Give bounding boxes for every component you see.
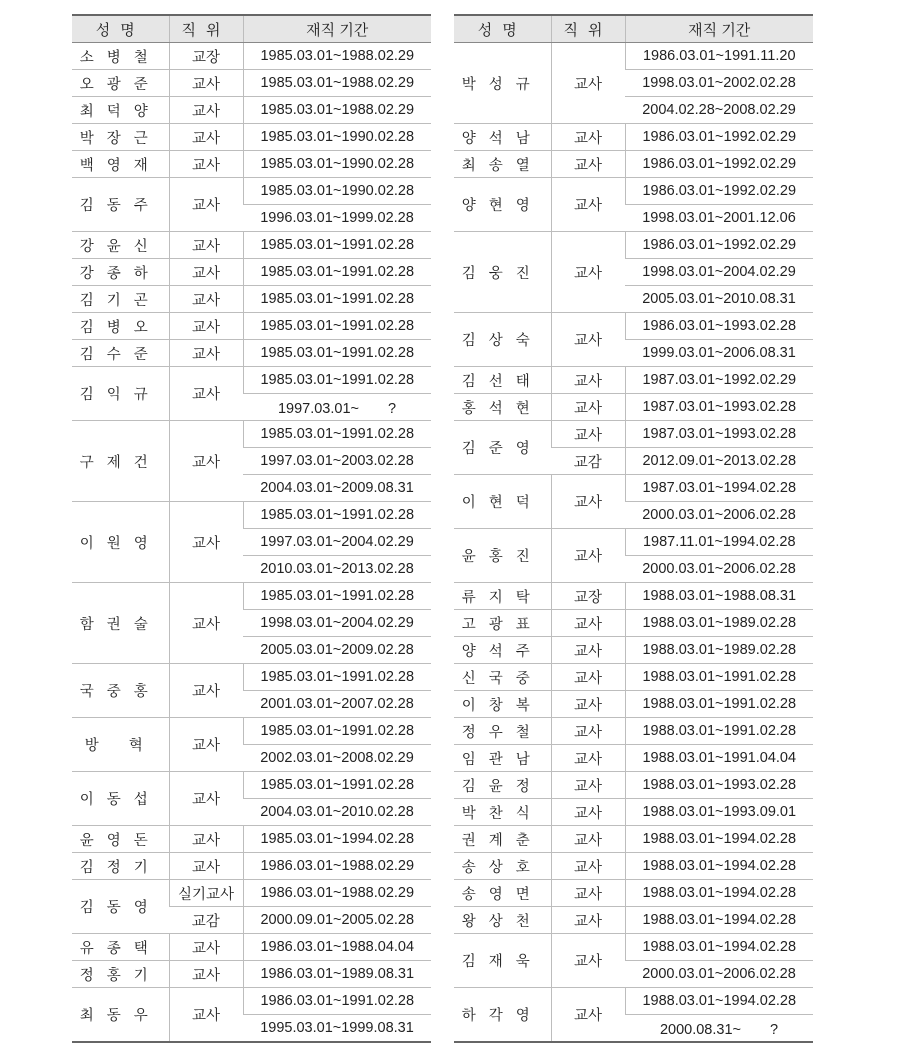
table-row — [454, 178, 813, 205]
staff-period: 1986.03.01~1992.02.29 — [625, 178, 813, 205]
staff-position: 교사 — [551, 610, 625, 637]
staff-period: 2012.09.01~2013.02.28 — [625, 448, 813, 475]
table-row — [72, 124, 431, 151]
staff-name: 백영재 — [72, 151, 169, 178]
staff-position: 교사 — [169, 421, 243, 502]
staff-period: 1988.03.01~1994.02.28 — [625, 826, 813, 853]
staff-period: 1988.03.01~1994.02.28 — [625, 853, 813, 880]
staff-period: 1998.03.01~2002.02.28 — [625, 70, 813, 97]
staff-name: 김병오 — [72, 313, 169, 340]
table-row — [454, 151, 813, 178]
staff-position: 교사 — [169, 259, 243, 286]
staff-period: 2004.02.28~2008.02.29 — [625, 97, 813, 124]
staff-period: 1985.03.01~1994.02.28 — [243, 826, 431, 853]
staff-position: 교감 — [169, 907, 243, 934]
staff-period: 2004.03.01~2009.08.31 — [243, 475, 431, 502]
header-position: 직위 — [169, 15, 243, 43]
staff-period: 1985.03.01~1988.02.29 — [243, 43, 431, 70]
staff-name: 류지탁 — [454, 583, 551, 610]
staff-name: 이동섭 — [72, 772, 169, 826]
staff-name: 신국중 — [454, 664, 551, 691]
staff-position: 교사 — [551, 664, 625, 691]
staff-period: 1987.11.01~1994.02.28 — [625, 529, 813, 556]
staff-position: 교사 — [551, 934, 625, 988]
staff-period: 2005.03.01~2009.02.28 — [243, 637, 431, 664]
table-row — [72, 421, 431, 448]
staff-position: 교사 — [169, 502, 243, 583]
staff-period: 1997.03.01~2003.02.28 — [243, 448, 431, 475]
staff-position: 교사 — [169, 367, 243, 421]
staff-position: 교사 — [551, 151, 625, 178]
table-row — [454, 43, 813, 70]
staff-period: 1986.03.01~1988.04.04 — [243, 934, 431, 961]
staff-period: 1988.03.01~1991.02.28 — [625, 718, 813, 745]
staff-period: 1986.03.01~1991.02.28 — [243, 988, 431, 1015]
staff-name: 이현덕 — [454, 475, 551, 529]
table-row — [72, 664, 431, 691]
staff-name: 김선태 — [454, 367, 551, 394]
table-row — [72, 583, 431, 610]
staff-period: 1985.03.01~1991.02.28 — [243, 583, 431, 610]
staff-period: 1985.03.01~1990.02.28 — [243, 178, 431, 205]
staff-name: 양석주 — [454, 637, 551, 664]
header-period: 재직 기간 — [243, 15, 431, 43]
staff-period: 2000.03.01~2006.02.28 — [625, 502, 813, 529]
staff-name: 김익규 — [72, 367, 169, 421]
staff-name: 방 혁 — [72, 718, 169, 772]
staff-name: 송상호 — [454, 853, 551, 880]
staff-name: 왕상천 — [454, 907, 551, 934]
table-row — [72, 313, 431, 340]
staff-position: 교사 — [551, 772, 625, 799]
staff-name: 김상숙 — [454, 313, 551, 367]
table-row — [454, 232, 813, 259]
staff-position: 교사 — [169, 124, 243, 151]
table-row — [72, 97, 431, 124]
staff-name: 강종하 — [72, 259, 169, 286]
staff-name: 고광표 — [454, 610, 551, 637]
table-row — [454, 934, 813, 961]
staff-period: 1988.03.01~1993.02.28 — [625, 772, 813, 799]
table-row — [454, 475, 813, 502]
staff-position: 교사 — [551, 394, 625, 421]
table-row — [454, 718, 813, 745]
staff-period: 1986.03.01~1989.08.31 — [243, 961, 431, 988]
staff-name: 김동주 — [72, 178, 169, 232]
staff-period: 1985.03.01~1988.02.29 — [243, 97, 431, 124]
staff-name: 양현영 — [454, 178, 551, 232]
staff-position: 교사 — [169, 988, 243, 1043]
table-row — [72, 43, 431, 70]
staff-name: 함권술 — [72, 583, 169, 664]
staff-period: 1995.03.01~1999.08.31 — [243, 1015, 431, 1043]
staff-position: 교사 — [169, 97, 243, 124]
staff-period: 1988.03.01~1994.02.28 — [625, 988, 813, 1015]
staff-position: 교사 — [169, 583, 243, 664]
table-row — [454, 880, 813, 907]
staff-position: 교사 — [551, 799, 625, 826]
table-row — [454, 772, 813, 799]
staff-position: 교사 — [169, 340, 243, 367]
staff-period: 2000.03.01~2006.02.28 — [625, 556, 813, 583]
table-row — [454, 313, 813, 340]
staff-period: 1985.03.01~1991.02.28 — [243, 772, 431, 799]
staff-period: 1998.03.01~2001.12.06 — [625, 205, 813, 232]
table-row — [454, 421, 813, 448]
staff-position: 교사 — [551, 853, 625, 880]
staff-period: 1985.03.01~1991.02.28 — [243, 313, 431, 340]
staff-period: 1986.03.01~1991.11.20 — [625, 43, 813, 70]
staff-name: 국중홍 — [72, 664, 169, 718]
staff-name: 김재욱 — [454, 934, 551, 988]
staff-period: 2002.03.01~2008.02.29 — [243, 745, 431, 772]
staff-period: 1986.03.01~1992.02.29 — [625, 151, 813, 178]
staff-name: 이원영 — [72, 502, 169, 583]
staff-position: 교장 — [169, 43, 243, 70]
staff-name: 윤홍진 — [454, 529, 551, 583]
staff-period: 1997.03.01~ ? — [243, 394, 431, 421]
staff-position: 교사 — [551, 178, 625, 232]
staff-period: 1985.03.01~1991.02.28 — [243, 502, 431, 529]
staff-name: 소병철 — [72, 43, 169, 70]
staff-period: 1988.03.01~1989.02.28 — [625, 610, 813, 637]
table-row — [454, 907, 813, 934]
staff-period: 1985.03.01~1991.02.28 — [243, 340, 431, 367]
staff-position: 교사 — [169, 772, 243, 826]
staff-name: 김윤정 — [454, 772, 551, 799]
table-row — [72, 961, 431, 988]
staff-position: 교감 — [551, 448, 625, 475]
staff-table-left — [72, 14, 431, 1043]
staff-position: 교사 — [169, 664, 243, 718]
staff-name: 최송열 — [454, 151, 551, 178]
header-name: 성명 — [454, 15, 551, 43]
table-row — [72, 988, 431, 1015]
staff-name: 오광준 — [72, 70, 169, 97]
table-row — [454, 529, 813, 556]
staff-position: 교사 — [169, 826, 243, 853]
staff-name: 윤영돈 — [72, 826, 169, 853]
staff-period: 1997.03.01~2004.02.29 — [243, 529, 431, 556]
staff-name: 권계춘 — [454, 826, 551, 853]
staff-name: 박성규 — [454, 43, 551, 124]
staff-position: 교사 — [169, 151, 243, 178]
staff-position: 교사 — [551, 988, 625, 1043]
staff-position: 교사 — [169, 853, 243, 880]
table-row — [72, 880, 431, 907]
staff-period: 2004.03.01~2010.02.28 — [243, 799, 431, 826]
table-row — [454, 367, 813, 394]
staff-position: 교사 — [169, 232, 243, 259]
table-row — [454, 583, 813, 610]
staff-period: 1985.03.01~1990.02.28 — [243, 151, 431, 178]
staff-position: 교사 — [551, 637, 625, 664]
staff-name: 강윤신 — [72, 232, 169, 259]
staff-name: 박찬식 — [454, 799, 551, 826]
staff-period: 1998.03.01~2004.02.29 — [625, 259, 813, 286]
staff-name: 정홍기 — [72, 961, 169, 988]
header-name: 성명 — [72, 15, 169, 43]
staff-period: 1988.03.01~1994.02.28 — [625, 880, 813, 907]
staff-period: 1986.03.01~1988.02.29 — [243, 880, 431, 907]
staff-name: 김동영 — [72, 880, 169, 934]
staff-period: 1985.03.01~1991.02.28 — [243, 718, 431, 745]
staff-position: 교사 — [169, 961, 243, 988]
staff-position: 교사 — [551, 691, 625, 718]
staff-period: 1986.03.01~1992.02.29 — [625, 232, 813, 259]
staff-period: 1988.03.01~1994.02.28 — [625, 907, 813, 934]
staff-period: 1986.03.01~1988.02.29 — [243, 853, 431, 880]
header-row — [72, 15, 431, 43]
staff-position: 교사 — [551, 745, 625, 772]
staff-period: 2005.03.01~2010.08.31 — [625, 286, 813, 313]
staff-position: 교사 — [551, 232, 625, 313]
staff-period: 2000.03.01~2006.02.28 — [625, 961, 813, 988]
staff-period: 1986.03.01~1992.02.29 — [625, 124, 813, 151]
staff-position: 교사 — [551, 475, 625, 529]
staff-name: 임관남 — [454, 745, 551, 772]
staff-period: 1988.03.01~1991.02.28 — [625, 691, 813, 718]
staff-period: 1985.03.01~1991.02.28 — [243, 286, 431, 313]
staff-name: 김수준 — [72, 340, 169, 367]
table-row — [454, 799, 813, 826]
staff-position: 실기교사 — [169, 880, 243, 907]
staff-name: 김기곤 — [72, 286, 169, 313]
staff-position: 교사 — [169, 70, 243, 97]
table-row — [454, 664, 813, 691]
table-row — [72, 718, 431, 745]
table-row — [454, 394, 813, 421]
staff-period: 1999.03.01~2006.08.31 — [625, 340, 813, 367]
staff-period: 1986.03.01~1993.02.28 — [625, 313, 813, 340]
staff-period: 1988.03.01~1991.02.28 — [625, 664, 813, 691]
staff-period: 1988.03.01~1991.04.04 — [625, 745, 813, 772]
staff-period: 1987.03.01~1992.02.29 — [625, 367, 813, 394]
staff-name: 유종택 — [72, 934, 169, 961]
staff-name: 최덕양 — [72, 97, 169, 124]
table-row — [72, 853, 431, 880]
table-row — [72, 502, 431, 529]
staff-position: 교사 — [551, 907, 625, 934]
staff-period: 1988.03.01~1994.02.28 — [625, 934, 813, 961]
staff-position: 교사 — [169, 313, 243, 340]
staff-period: 1988.03.01~1993.09.01 — [625, 799, 813, 826]
table-row — [454, 691, 813, 718]
staff-period: 1987.03.01~1993.02.28 — [625, 394, 813, 421]
staff-position: 교사 — [169, 178, 243, 232]
staff-name: 구제건 — [72, 421, 169, 502]
table-row — [454, 610, 813, 637]
staff-name: 홍석현 — [454, 394, 551, 421]
staff-period: 1998.03.01~2004.02.29 — [243, 610, 431, 637]
table-row — [72, 178, 431, 205]
staff-position: 교사 — [551, 880, 625, 907]
staff-position: 교사 — [551, 718, 625, 745]
table-row — [454, 853, 813, 880]
table-row — [454, 124, 813, 151]
staff-period: 1985.03.01~1991.02.28 — [243, 232, 431, 259]
staff-period: 1987.03.01~1993.02.28 — [625, 421, 813, 448]
staff-period: 1985.03.01~1991.02.28 — [243, 421, 431, 448]
staff-period: 2010.03.01~2013.02.28 — [243, 556, 431, 583]
table-row — [72, 259, 431, 286]
table-row — [72, 934, 431, 961]
staff-name: 김웅진 — [454, 232, 551, 313]
table-row — [72, 70, 431, 97]
staff-period: 1985.03.01~1991.02.28 — [243, 367, 431, 394]
table-row — [72, 286, 431, 313]
table-row — [454, 826, 813, 853]
staff-period: 1987.03.01~1994.02.28 — [625, 475, 813, 502]
table-row — [72, 772, 431, 799]
staff-position: 교사 — [169, 286, 243, 313]
table-row — [454, 988, 813, 1015]
staff-name: 최동우 — [72, 988, 169, 1043]
staff-period: 1988.03.01~1989.02.28 — [625, 637, 813, 664]
staff-position: 교사 — [551, 43, 625, 124]
staff-period: 1985.03.01~1990.02.28 — [243, 124, 431, 151]
staff-table-right — [454, 14, 813, 1043]
staff-name: 박장근 — [72, 124, 169, 151]
staff-period: 1988.03.01~1988.08.31 — [625, 583, 813, 610]
staff-name: 송영면 — [454, 880, 551, 907]
staff-period: 1996.03.01~1999.02.28 — [243, 205, 431, 232]
staff-name: 김정기 — [72, 853, 169, 880]
staff-name: 양석남 — [454, 124, 551, 151]
table-row — [454, 745, 813, 772]
staff-period: 1985.03.01~1991.02.28 — [243, 259, 431, 286]
staff-period: 1985.03.01~1991.02.28 — [243, 664, 431, 691]
staff-name: 정우철 — [454, 718, 551, 745]
staff-name: 김준영 — [454, 421, 551, 475]
staff-position: 교사 — [551, 124, 625, 151]
staff-name: 이창복 — [454, 691, 551, 718]
header-row — [454, 15, 813, 43]
staff-position: 교사 — [551, 313, 625, 367]
staff-period: 1985.03.01~1988.02.29 — [243, 70, 431, 97]
staff-period: 2001.03.01~2007.02.28 — [243, 691, 431, 718]
table-row — [72, 367, 431, 394]
header-position: 직위 — [551, 15, 625, 43]
table-row — [72, 340, 431, 367]
staff-position: 교사 — [551, 367, 625, 394]
staff-position: 교장 — [551, 583, 625, 610]
table-row — [454, 637, 813, 664]
staff-position: 교사 — [169, 718, 243, 772]
staff-period: 2000.09.01~2005.02.28 — [243, 907, 431, 934]
table-row — [72, 151, 431, 178]
staff-position: 교사 — [169, 934, 243, 961]
table-row — [72, 232, 431, 259]
header-period: 재직 기간 — [625, 15, 813, 43]
staff-position: 교사 — [551, 421, 625, 448]
staff-name: 하각영 — [454, 988, 551, 1043]
table-row — [72, 826, 431, 853]
staff-position: 교사 — [551, 826, 625, 853]
staff-position: 교사 — [551, 529, 625, 583]
staff-period: 2000.08.31~ ? — [625, 1015, 813, 1043]
